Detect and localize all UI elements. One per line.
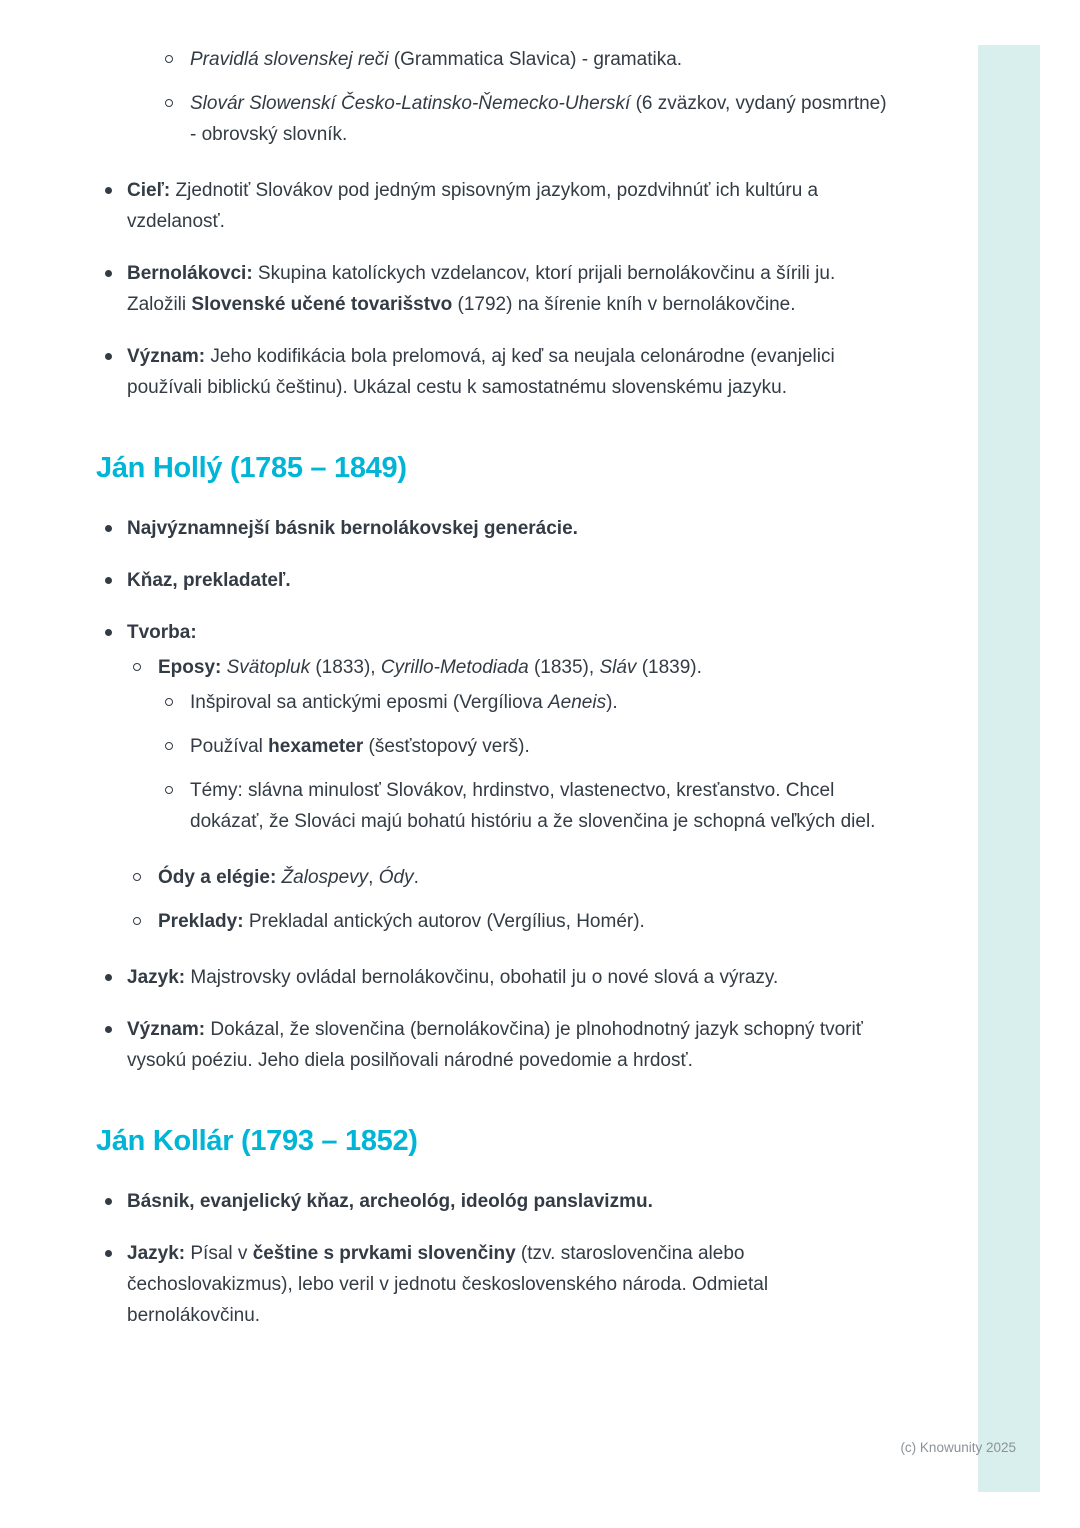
text-segment: Bernolákovci: [127, 263, 253, 284]
list-item [165, 687, 892, 718]
text-segment: Básnik, evanjelický kňaz, archeológ, ideológ panslavizmu. [127, 1191, 653, 1212]
decorative-side-strip [978, 45, 1040, 1492]
text-segment: Zjednotiť Slovákov pod jedným spisovným jazykom, pozdvihnúť ich kultúru a vzdelanosť. [127, 180, 819, 232]
text-segment: Sláv [599, 657, 637, 678]
text-segment: Cieľ: [127, 180, 171, 201]
text-segment: Majstrovsky ovládal bernolákovčinu, obohatil ju o nové slová a výrazy. [185, 967, 779, 988]
text-segment: Tvorba: [127, 622, 197, 643]
text-segment: češtine s prvkami slovenčiny [252, 1243, 516, 1264]
text-segment: (tzv. staroslovenčina alebo čechoslovakizmus), lebo veril v jednotu československého národa. Odmietal bernolákovčinu. [127, 1243, 769, 1326]
text-segment: Dokázal, že slovenčina (bernolákovčina) je plnohodnotný jazyk schopný tvoriť vysokú poéziu. Jeho diela posilňovali národné povedomie a hrdosť. [127, 1019, 863, 1071]
bullet-dot-icon [105, 974, 112, 981]
bullet-dot-icon [105, 629, 112, 636]
bullet-dot-icon [105, 187, 112, 194]
bullet-circle-icon [165, 698, 173, 706]
list-item [100, 258, 892, 320]
item-text [127, 962, 892, 993]
list-item [100, 1186, 892, 1217]
text-segment: Jeho kodifikácia bola prelomová, aj keď sa neujala celonárodne (evanjelici používali biblickú češtinu). Ukázal cestu k samostatnému slovenskému jazyku. [127, 346, 835, 398]
bullet-circle-icon [133, 873, 141, 881]
text-segment: Písal v [185, 1243, 253, 1264]
list-item [133, 906, 892, 937]
footer-credit: (c) Knowunity 2025 [900, 1440, 1016, 1455]
text-segment: (1835), [528, 657, 600, 678]
section-heading-jan-kollar: Ján Kollár (1793 – 1852) [96, 1125, 418, 1157]
item-text [158, 652, 892, 683]
text-segment: Pravidlá slovenskej reči [190, 49, 389, 70]
text-segment: (1792) na šírenie kníh v bernolákovčine. [452, 294, 796, 315]
text-segment: Žalospevy [281, 867, 369, 888]
text-segment: Jazyk: [127, 967, 186, 988]
bullet-circle-icon [133, 663, 141, 671]
text-segment: Kňaz, prekladateľ. [127, 570, 291, 591]
text-segment: Svätopluk [226, 657, 311, 678]
item-text [190, 775, 892, 837]
item-text [127, 617, 892, 648]
list-item [100, 962, 892, 993]
text-segment: Najvýznamnejší básnik bernolákovskej generácie. [127, 518, 578, 539]
item-text [127, 175, 892, 237]
item-text [158, 862, 892, 893]
text-segment: Slovár Slowenskí Česko-Latinsko-Ňemecko-Uherskí [190, 93, 631, 114]
list-item [100, 175, 892, 237]
bullet-circle-icon [165, 55, 173, 63]
text-segment: Inšpiroval sa antickými eposmi (Vergíliova [190, 692, 548, 713]
list-item [133, 862, 892, 893]
document-content [96, 44, 892, 1352]
bullet-dot-icon [105, 1250, 112, 1257]
text-segment: Jazyk: [127, 1243, 186, 1264]
item-text [190, 731, 892, 762]
text-segment: Preklady: [158, 911, 244, 932]
text-segment: Ódy a elégie: [158, 867, 282, 888]
text-segment: (1839). [636, 657, 702, 678]
list-item [133, 652, 892, 683]
bullet-circle-icon [165, 786, 173, 794]
list-item [165, 44, 892, 75]
bullet-circle-icon [165, 99, 173, 107]
list-item [100, 1238, 892, 1331]
text-segment: Ódy [378, 867, 414, 888]
bullet-dot-icon [105, 577, 112, 584]
list-item [100, 565, 892, 596]
bullet-circle-icon [133, 917, 141, 925]
list-item [100, 1014, 892, 1076]
list-item [100, 617, 892, 648]
item-text [127, 513, 892, 544]
item-text [127, 258, 892, 320]
text-segment: Skupina katolíckych vzdelancov, ktorí prijali bernolákovčinu a šírili ju. Založili [127, 263, 836, 315]
item-text [127, 341, 892, 403]
text-segment: . [413, 867, 419, 888]
list-item [165, 731, 892, 762]
item-text [190, 44, 892, 75]
bullet-dot-icon [105, 353, 112, 360]
bullet-dot-icon [105, 270, 112, 277]
item-text [190, 88, 892, 150]
text-segment: Cyrillo-Metodiada [380, 657, 529, 678]
list-item [165, 88, 892, 150]
text-segment: (Grammatica Slavica) - gramatika. [388, 49, 683, 70]
list-item [100, 513, 892, 544]
text-segment: (6 zväzkov, vydaný posmrtne) - obrovský slovník. [190, 93, 887, 145]
text-segment: Prekladal antických autorov (Vergílius, Homér). [243, 911, 645, 932]
section-heading-jan-holly: Ján Hollý (1785 – 1849) [96, 452, 407, 484]
text-segment: Význam: [127, 1019, 206, 1040]
bullet-dot-icon [105, 1026, 112, 1033]
text-segment: Aeneis [547, 692, 607, 713]
text-segment: hexameter [268, 736, 364, 757]
text-segment: Používal [190, 736, 269, 757]
text-segment: (šesťstopový verš). [363, 736, 530, 757]
text-segment: Význam: [127, 346, 206, 367]
item-text [127, 565, 892, 596]
text-segment: Eposy: [158, 657, 227, 678]
text-segment: ). [606, 692, 618, 713]
text-segment: (1833), [310, 657, 381, 678]
bullet-dot-icon [105, 525, 112, 532]
item-text [190, 687, 892, 718]
text-segment: Témy: slávna minulosť Slovákov, hrdinstvo, vlastenectvo, kresťanstvo. Chcel dokázať, že Slováci majú bohatú históriu a že slovenčina je schopná veľkých diel. [190, 780, 876, 832]
list-item [165, 775, 892, 837]
item-text [158, 906, 892, 937]
bullet-circle-icon [165, 742, 173, 750]
item-text [127, 1186, 892, 1217]
list-item [100, 341, 892, 403]
text-segment: Slovenské učené tovarišstvo [191, 294, 453, 315]
item-text [127, 1014, 892, 1076]
text-segment: , [368, 867, 379, 888]
item-text [127, 1238, 892, 1331]
bullet-dot-icon [105, 1198, 112, 1205]
